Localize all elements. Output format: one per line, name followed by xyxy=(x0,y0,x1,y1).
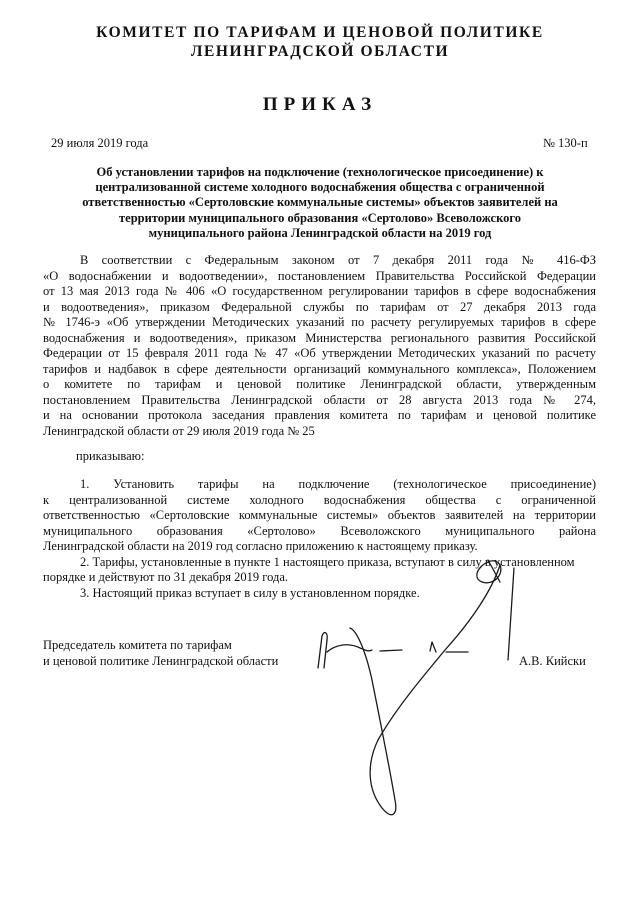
committee-name-line1: КОМИТЕТ ПО ТАРИФАМ И ЦЕНОВОЙ ПОЛИТИКЕ xyxy=(96,24,544,41)
signatory-name: А.В. Кийски xyxy=(519,654,586,668)
preamble-line: постановлением Правительства Ленинградской области от 28 августа 2013 года № 274, xyxy=(43,392,596,407)
preamble-line: № 1746-э «Об утверждении Методических указаний по расчету регулируемых тарифов в сфере xyxy=(43,315,596,329)
preamble-line: Ленинградской области от 29 июля 2019 года № 25 xyxy=(43,423,315,438)
order-items xyxy=(43,477,596,601)
order-title-line: ответственностью «Сертоловские коммунальные системы» объектов заявителей на xyxy=(82,195,558,210)
preamble-line: Федерации от 15 февраля 2011 года № 47 «Об утверждении Методических указаний по расчету xyxy=(43,346,596,360)
document-type-title: ПРИКАЗ xyxy=(262,94,378,115)
document-number: № 130-п xyxy=(543,136,588,150)
preamble-line: и на основании протокола заседания правления комитета по тарифам и ценовой политике xyxy=(43,408,596,422)
preamble-paragraph xyxy=(43,253,596,439)
preamble-line: водоснабжения и водоотведения», приказом Министерства регионального развития Российской xyxy=(43,330,596,345)
signatory-position-line1: Председатель комитета по тарифам xyxy=(43,638,232,652)
preamble-line: «О водоснабжении и водоотведении», постановлением Правительства Российской Федерации xyxy=(43,268,596,283)
document-date: 29 июля 2019 года xyxy=(51,136,149,150)
order-title-line: территории муниципального образования «Сертолово» Всеволожского xyxy=(119,210,521,225)
order-word: приказываю: xyxy=(76,449,145,463)
preamble-line: о комитете по тарифам и ценовой политике Ленинградской области, утвержденным xyxy=(43,377,596,391)
item-1-line: к централизованной системе холодного водоснабжения общества с ограниченной xyxy=(43,492,596,507)
order-title-line: муниципального района Ленинградской области на 2019 год xyxy=(148,225,492,240)
preamble-line: тарифов и надбавок в сфере деятельности организаций коммунального комплекса», Положением xyxy=(43,361,596,376)
committee-name-line2: ЛЕНИНГРАДСКОЙ ОБЛАСТИ xyxy=(190,43,450,60)
order-title xyxy=(80,165,560,241)
item-2-line: порядке и действуют по 31 декабря 2019 года. xyxy=(43,570,289,584)
item-1-line: ответственностью «Сертоловские коммунальные системы» объектов заявителей на территории xyxy=(43,508,596,522)
preamble-line: и водоотведения», приказом Федеральной службы по тарифам от 27 декабря 2013 года xyxy=(43,299,596,314)
item-1-line: муниципального образования «Сертолово» Всеволожского муниципального района xyxy=(43,523,596,538)
item-1-line: Ленинградской области на 2019 год согласно приложению к настоящему приказу. xyxy=(43,539,478,553)
item-2-line: 2. Тарифы, установленные в пункте 1 настоящего приказа, вступают в силу в установленном xyxy=(80,554,575,569)
item-3-line: 3. Настоящий приказ вступает в силу в установленном порядке. xyxy=(80,585,420,600)
preamble-line: от 13 мая 2013 года № 406 «О государственном регулировании тарифов в сфере водоснабжения xyxy=(43,284,596,298)
preamble-line: В соответствии с Федеральным законом от 7 декабря 2011 года № 416-ФЗ xyxy=(80,253,596,267)
order-title-line: централизованной системе холодного водоснабжения общества с ограниченной xyxy=(95,180,545,195)
item-1-line: 1. Установить тарифы на подключение (технологическое присоединение) xyxy=(80,477,596,491)
signatory-position-line2: и ценовой политике Ленинградской области xyxy=(43,654,279,668)
order-title-line: Об установлении тарифов на подключение (технологическое присоединение) к xyxy=(96,165,544,179)
